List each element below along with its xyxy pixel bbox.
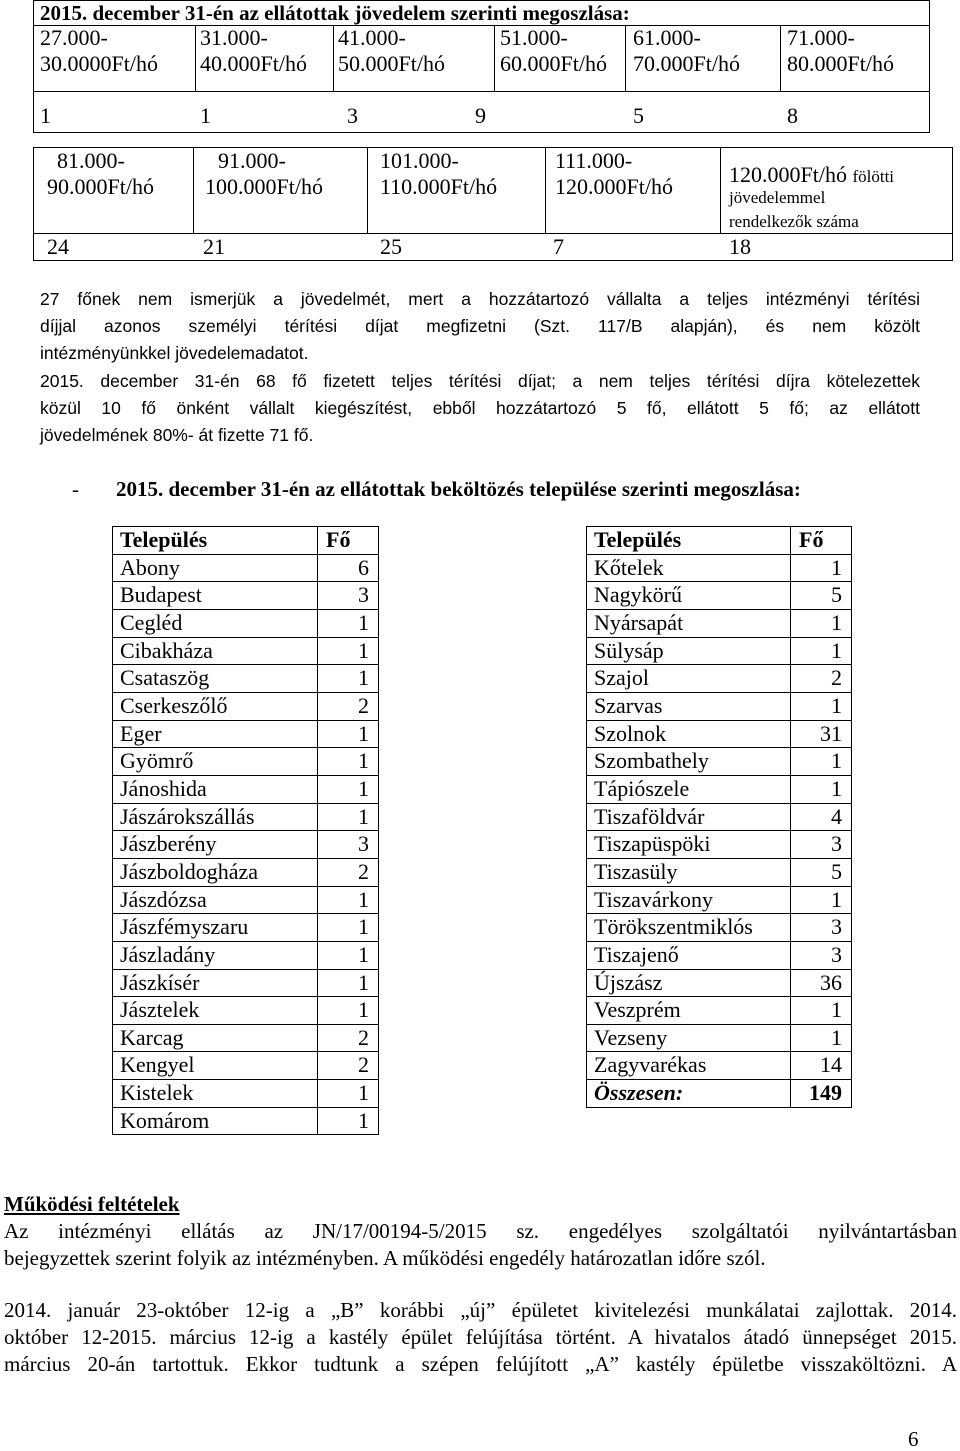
settlement-name: Cegléd bbox=[113, 610, 318, 638]
settlement-count: 1 bbox=[791, 776, 852, 804]
settlement-count: 1 bbox=[318, 748, 379, 776]
income-above-amount: 120.000Ft/hó bbox=[729, 162, 847, 187]
paragraph-line: intézményünkkel jövedelemadatot. bbox=[40, 343, 309, 363]
income-above-label bbox=[729, 162, 894, 189]
income-table-title: 2015. december 31-én az ellátottak jövedelem szerinti megoszlása: bbox=[40, 1, 630, 25]
income-range-from: 81.000- bbox=[57, 148, 125, 173]
settlement-count: 3 bbox=[791, 942, 852, 970]
settlement-count: 2 bbox=[318, 693, 379, 721]
settlement-count: 2 bbox=[318, 859, 379, 887]
column-header-count: Fő bbox=[318, 527, 379, 555]
income-range-from: 41.000- bbox=[338, 25, 406, 50]
settlement-name: Jászárokszállás bbox=[113, 804, 318, 832]
settlement-count: 3 bbox=[318, 582, 379, 610]
column-header-settlement: Település bbox=[587, 527, 791, 555]
table-rule bbox=[545, 147, 546, 233]
income-count: 1 bbox=[40, 103, 51, 128]
paragraph-line: Az intézményi ellátás az JN/17/00194-5/2015 sz. engedélyes szolgáltatói nyilvántartásban bbox=[4, 1219, 957, 1243]
settlement-count: 1 bbox=[318, 610, 379, 638]
income-range-from: 51.000- bbox=[500, 25, 568, 50]
income-count: 24 bbox=[47, 234, 69, 259]
settlement-name: Tiszasüly bbox=[587, 859, 791, 887]
settlement-name: Szajol bbox=[587, 665, 791, 693]
settlement-name: Sülysáp bbox=[587, 638, 791, 666]
settlement-name: Karcag bbox=[113, 1025, 318, 1053]
settlement-count: 6 bbox=[318, 555, 379, 583]
column-header-count: Fő bbox=[791, 527, 852, 555]
settlement-name: Cserkeszőlő bbox=[113, 693, 318, 721]
income-above-line: rendelkezők száma bbox=[729, 212, 859, 231]
column-header-settlement: Település bbox=[113, 527, 318, 555]
income-range-from: 91.000- bbox=[218, 148, 286, 173]
settlement-count: 1 bbox=[318, 776, 379, 804]
total-label: Összesen: bbox=[587, 1080, 791, 1108]
settlement-name: Nagykörű bbox=[587, 582, 791, 610]
table-rule bbox=[780, 25, 781, 91]
paragraph-line: 27 főnek nem ismerjük a jövedelmét, mert a hozzátartozó vállalta a teljes intézményi térítési bbox=[40, 289, 920, 309]
income-range-to: 70.000Ft/hó bbox=[633, 51, 740, 76]
settlement-name: Törökszentmiklós bbox=[587, 914, 791, 942]
settlement-count: 1 bbox=[318, 997, 379, 1025]
settlement-count: 2 bbox=[318, 1052, 379, 1080]
settlement-name: Cibakháza bbox=[113, 638, 318, 666]
settlement-name: Kőtelek bbox=[587, 555, 791, 583]
settlements-table-left bbox=[112, 526, 379, 1135]
total-count: 149 bbox=[791, 1080, 852, 1108]
settlement-name: Jászdózsa bbox=[113, 887, 318, 915]
settlement-name: Nyársapát bbox=[587, 610, 791, 638]
settlement-count: 4 bbox=[791, 804, 852, 832]
income-range-to: 60.000Ft/hó bbox=[500, 51, 607, 76]
settlement-count: 1 bbox=[791, 1025, 852, 1053]
settlement-count: 36 bbox=[791, 970, 852, 998]
income-count: 1 bbox=[200, 103, 211, 128]
settlement-name: Budapest bbox=[113, 582, 318, 610]
income-range-to: 80.000Ft/hó bbox=[787, 51, 894, 76]
settlement-name: Csataszög bbox=[113, 665, 318, 693]
settlement-name: Újszász bbox=[587, 970, 791, 998]
settlement-count: 1 bbox=[318, 721, 379, 749]
settlement-count: 1 bbox=[318, 638, 379, 666]
settlement-count: 1 bbox=[791, 748, 852, 776]
settlement-count: 1 bbox=[318, 887, 379, 915]
settlement-count: 1 bbox=[318, 804, 379, 832]
table-rule bbox=[720, 147, 721, 233]
settlement-name: Komárom bbox=[113, 1108, 318, 1136]
settlement-count: 1 bbox=[318, 970, 379, 998]
settlement-count: 1 bbox=[791, 997, 852, 1025]
settlement-name: Jászfémyszaru bbox=[113, 914, 318, 942]
page-number: 6 bbox=[908, 1427, 919, 1451]
paragraph-line: 2015. december 31-én 68 fő fizetett teljes térítési díjat; a nem teljes térítési díjra kötelezettek bbox=[40, 371, 920, 391]
income-range-to: 90.000Ft/hó bbox=[47, 174, 154, 199]
settlement-name: Jászberény bbox=[113, 831, 318, 859]
settlement-name: Tiszavárkony bbox=[587, 887, 791, 915]
settlement-name: Jásztelek bbox=[113, 997, 318, 1025]
income-range-to: 110.000Ft/hó bbox=[380, 174, 498, 199]
income-above-suffix: fölötti bbox=[852, 167, 895, 186]
settlement-count: 14 bbox=[791, 1052, 852, 1080]
settlement-name: Tiszajenő bbox=[587, 942, 791, 970]
income-count: 18 bbox=[729, 234, 751, 259]
income-count: 5 bbox=[633, 103, 644, 128]
settlement-name: Tiszapüspöki bbox=[587, 831, 791, 859]
settlement-count: 1 bbox=[791, 610, 852, 638]
settlement-name: Jászboldogháza bbox=[113, 859, 318, 887]
table-rule bbox=[333, 25, 334, 91]
income-range-from: 61.000- bbox=[633, 25, 701, 50]
income-above-line: jövedelemmel bbox=[729, 188, 826, 207]
settlement-count: 5 bbox=[791, 859, 852, 887]
paragraph-line: március 20-án tartottuk. Ekkor tudtunk a szépen felújított „A” kastély épületbe visszaköltözni. A bbox=[4, 1352, 957, 1376]
settlement-name: Szolnok bbox=[587, 721, 791, 749]
settlement-count: 1 bbox=[791, 693, 852, 721]
income-range-from: 27.000- bbox=[40, 25, 108, 50]
settlement-name: Jászladány bbox=[113, 942, 318, 970]
income-range-from: 111.000- bbox=[555, 148, 633, 173]
table-rule bbox=[494, 25, 495, 91]
table-rule bbox=[193, 147, 194, 233]
settlement-count: 5 bbox=[791, 582, 852, 610]
paragraph-line: október 12-2015. március 12-ig a kastély épület felújítása történt. A hivatalos átadó ünnepséget 2015. bbox=[4, 1325, 957, 1349]
table-rule bbox=[367, 147, 368, 233]
settlement-name: Vezseny bbox=[587, 1025, 791, 1053]
paragraph-line: jövedelmének 80%- át fizette 71 fő. bbox=[40, 425, 314, 445]
settlement-name: Szarvas bbox=[587, 693, 791, 721]
settlement-count: 3 bbox=[791, 831, 852, 859]
settlement-name: Tápiószele bbox=[587, 776, 791, 804]
table-rule bbox=[195, 25, 196, 91]
settlement-count: 3 bbox=[791, 914, 852, 942]
settlement-count: 31 bbox=[791, 721, 852, 749]
income-range-to: 50.000Ft/hó bbox=[338, 51, 445, 76]
section-heading: Működési feltételek bbox=[4, 1192, 180, 1216]
settlement-name: Tiszaföldvár bbox=[587, 804, 791, 832]
settlement-name: Szombathely bbox=[587, 748, 791, 776]
paragraph-line: díjjal azonos személyi térítési díjat megfizetni (Szt. 117/B alapján), és nem közölt bbox=[40, 316, 920, 336]
settlement-count: 1 bbox=[318, 1108, 379, 1136]
settlement-count: 1 bbox=[318, 665, 379, 693]
income-range-to: 30.0000Ft/hó bbox=[40, 51, 158, 76]
settlement-count: 1 bbox=[318, 914, 379, 942]
income-range-to: 120.000Ft/hó bbox=[555, 174, 673, 199]
settlement-count: 1 bbox=[791, 887, 852, 915]
settlement-count: 2 bbox=[318, 1025, 379, 1053]
income-count: 9 bbox=[475, 103, 486, 128]
settlement-count: 3 bbox=[318, 831, 379, 859]
income-range-from: 101.000- bbox=[380, 148, 459, 173]
income-range-from: 31.000- bbox=[200, 25, 268, 50]
settlement-count: 1 bbox=[318, 942, 379, 970]
table-rule bbox=[33, 91, 930, 92]
paragraph-line: bejegyzettek szerint folyik az intézményben. A működési engedély határozatlan időre szól. bbox=[4, 1246, 766, 1270]
settlement-name: Zagyvarékas bbox=[587, 1052, 791, 1080]
settlement-name: Kengyel bbox=[113, 1052, 318, 1080]
settlement-name: Gyömrő bbox=[113, 748, 318, 776]
settlement-count: 1 bbox=[791, 555, 852, 583]
settlement-name: Eger bbox=[113, 721, 318, 749]
income-count: 25 bbox=[380, 234, 402, 259]
settlement-count: 1 bbox=[791, 638, 852, 666]
settlements-table-right bbox=[586, 526, 852, 1108]
income-count: 21 bbox=[203, 234, 225, 259]
settlement-count: 2 bbox=[791, 665, 852, 693]
paragraph-line: közül 10 fő önként vállalt kiegészítést, ebből hozzátartozó 5 fő, ellátott 5 fő; az ellátott bbox=[40, 398, 920, 418]
income-range-to: 40.000Ft/hó bbox=[200, 51, 307, 76]
settlement-count: 1 bbox=[318, 1080, 379, 1108]
settlement-name: Kistelek bbox=[113, 1080, 318, 1108]
income-count: 7 bbox=[553, 234, 564, 259]
settlement-name: Abony bbox=[113, 555, 318, 583]
table-rule bbox=[625, 25, 626, 91]
income-count: 8 bbox=[787, 103, 798, 128]
settlement-name: Veszprém bbox=[587, 997, 791, 1025]
income-range-to: 100.000Ft/hó bbox=[205, 174, 323, 199]
income-count: 3 bbox=[347, 103, 358, 128]
list-bullet: - bbox=[72, 477, 79, 501]
settlements-heading: 2015. december 31-én az ellátottak beköltözés települése szerinti megoszlása: bbox=[116, 477, 801, 501]
paragraph-line: 2014. január 23-október 12-ig a „B” korábbi „új” épületet kivitelezési munkálatai zajlottak. 2014. bbox=[4, 1298, 957, 1322]
settlement-name: Jánoshida bbox=[113, 776, 318, 804]
settlement-name: Jászkísér bbox=[113, 970, 318, 998]
income-range-from: 71.000- bbox=[787, 25, 855, 50]
